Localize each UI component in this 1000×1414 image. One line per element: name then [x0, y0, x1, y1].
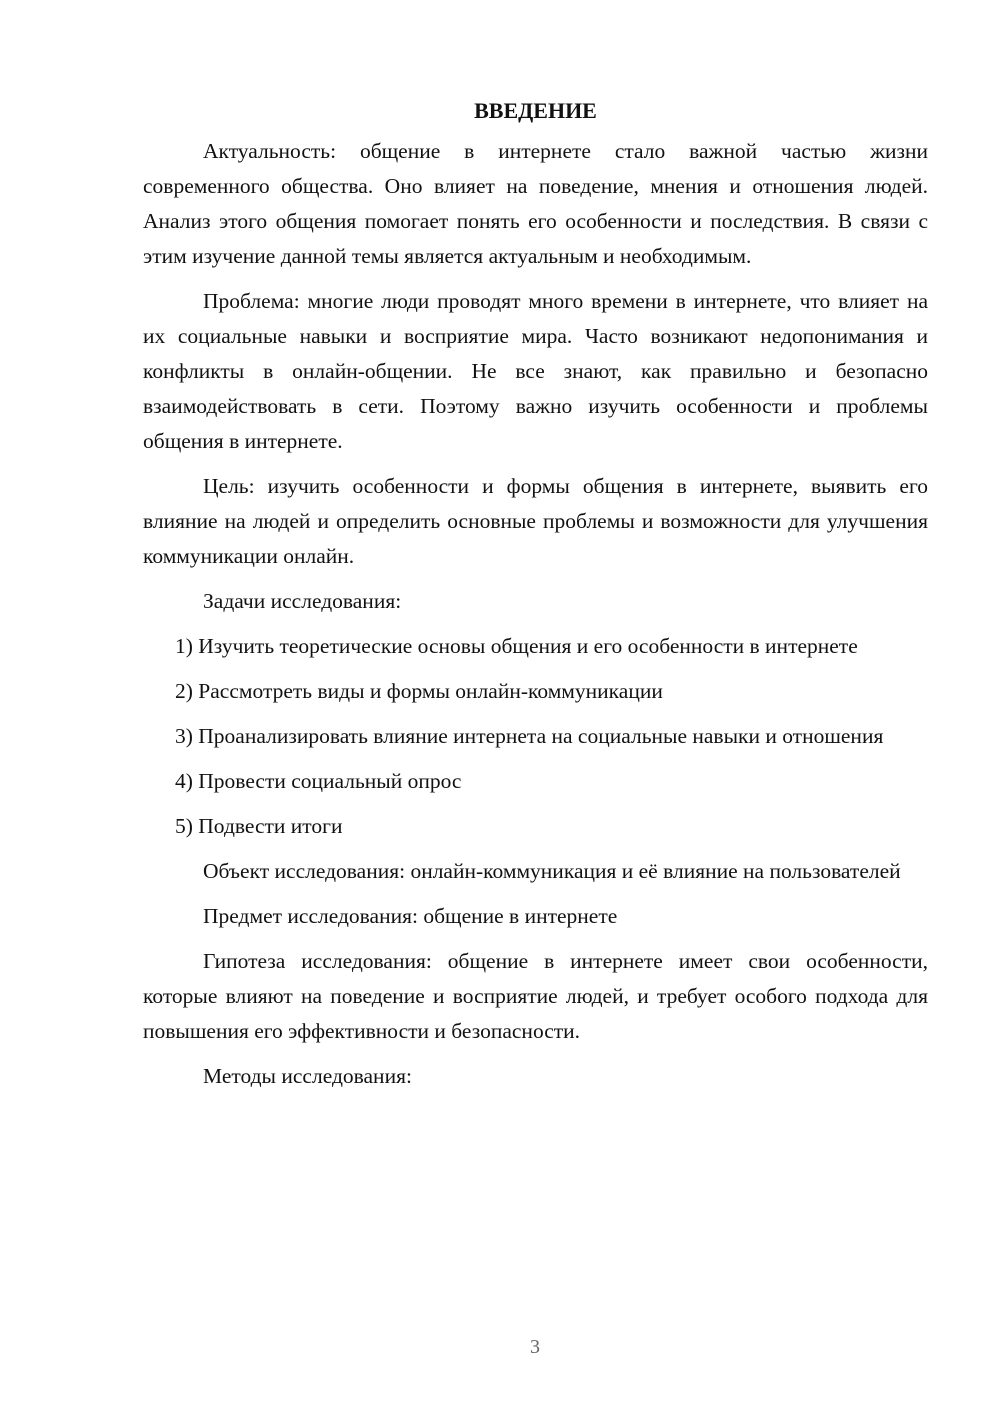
document-page	[143, 96, 928, 1104]
subject-paragraph: Предмет исследования: общение в интернете	[203, 904, 618, 928]
object-paragraph: Объект исследования: онлайн-коммуникация и её влияние на пользователей	[203, 859, 901, 883]
page-number: 3	[530, 1336, 540, 1358]
tasks-list	[143, 629, 928, 844]
tasks-intro: Задачи исследования:	[203, 589, 402, 613]
list-item: 3) Проанализировать влияние интернета на социальные навыки и отношения	[175, 724, 884, 748]
relevance-paragraph: Актуальность: общение в интернете стало важной частью жизни современного общества. Оно влияет на поведение, мнения и отношения людей. Анализ этого общения помогает понять его особенности и последствия. В связи с этим изучение данной темы является актуальным и необходимым.	[143, 139, 928, 268]
list-item: 2) Рассмотреть виды и формы онлайн-коммуникации	[175, 679, 663, 703]
list-item: 5) Подвести итоги	[175, 814, 343, 838]
goal-paragraph: Цель: изучить особенности и формы общения в интернете, выявить его влияние на людей и определить основные проблемы и возможности для улучшения коммуникации онлайн.	[143, 474, 928, 568]
problem-paragraph: Проблема: многие люди проводят много времени в интернете, что влияет на их социальные навыки и восприятие мира. Часто возникают недопонимания и конфликты в онлайн-общении. Не все знают, как правильно и безопасно взаимодействовать в сети. Поэтому важно изучить особенности и проблемы общения в интернете.	[143, 289, 928, 453]
list-item: 1) Изучить теоретические основы общения и его особенности в интернете	[175, 634, 858, 658]
methods-paragraph: Методы исследования:	[203, 1064, 412, 1088]
section-heading: ВВЕДЕНИЕ	[474, 98, 597, 123]
list-item: 4) Провести социальный опрос	[175, 769, 462, 793]
hypothesis-paragraph: Гипотеза исследования: общение в интернете имеет свои особенности, которые влияют на поведение и восприятие людей, и требует особого подхода для повышения его эффективности и безопасности.	[143, 949, 928, 1043]
